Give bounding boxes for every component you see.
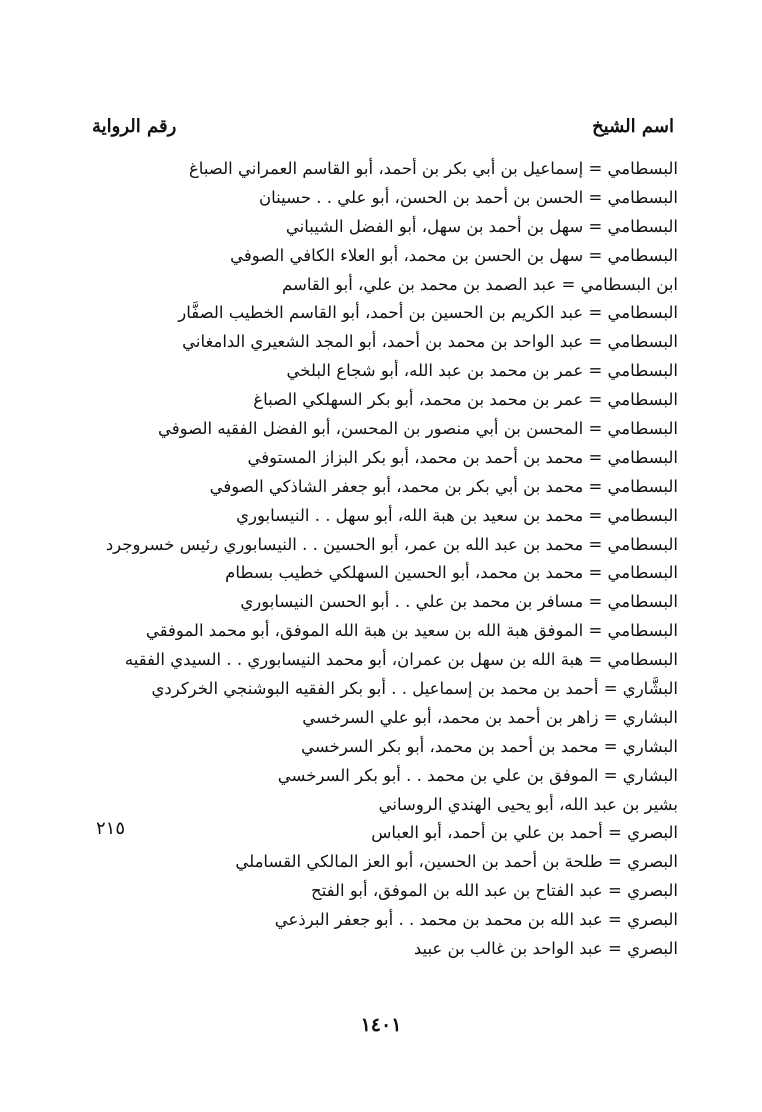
list-item: البشاري = محمد بن أحمد بن محمد، أبو بكر السرخسي <box>301 736 678 756</box>
list-item: البشاري = زاهر بن أحمد بن محمد، أبو علي السرخسي <box>302 707 678 727</box>
narration-number-header: رقم الرواية <box>92 116 177 137</box>
list-item: البسطامي = محمد بن عبد الله بن عمر، أبو الحسين . . النيسابوري رئيس خسروجرد <box>105 534 678 554</box>
list-item: البسطامي = الحسن بن أحمد بن الحسن، أبو علي . . حسينان <box>259 187 678 207</box>
list-item: البسطامي = عبد الواحد بن محمد بن أحمد، أبو المجد الشعيري الدامغاني <box>182 332 678 352</box>
list-item: البسطامي = محمد بن سعيد بن هبة الله، أبو سهل . . النيسابوري <box>236 505 678 525</box>
list-item: البسطامي = محمد بن أحمد بن محمد، أبو بكر البزاز المستوفي <box>247 447 678 467</box>
list-item: البسطامي = المحسن بن أبي منصور بن المحسن، أبو الفضل الفقيه الصوفي <box>158 419 678 439</box>
list-item: بشير بن عبد الله، أبو يحيى الهندي الروساني <box>378 794 678 814</box>
list-item: البصري = عبد الفتاح بن عبد الله بن الموفق، أبو الفتح <box>311 881 678 901</box>
list-item: البصري = طلحة بن أحمد بن الحسين، أبو العز المالكي القساملي <box>235 852 678 872</box>
list-item: البشَّاري = أحمد بن محمد بن إسماعيل . . أبو بكر الفقيه البوشنجي الخركردي <box>151 679 678 699</box>
narration-number: ٢١٥ <box>96 818 126 839</box>
list-item: البسطامي = هبة الله بن سهل بن عمران، أبو محمد النيسابوري . . السيدي الفقيه <box>124 650 678 670</box>
list-item: البصري = عبد الله بن محمد بن محمد . . أبو جعفر البرذعي <box>274 910 678 930</box>
list-item: البسطامي = الموفق هبة الله بن سعيد بن هبة الله الموفق، أبو محمد الموفقي <box>145 621 678 641</box>
list-item: البسطامي = سهل بن الحسن بن محمد، أبو العلاء الكافي الصوفي <box>230 245 678 265</box>
list-item: البسطامي = إسماعيل بن أبي بكر بن أحمد، أبو القاسم العمراني الصباغ <box>188 159 678 178</box>
list-item: البصري = أحمد بن علي بن أحمد، أبو العباس <box>371 823 678 843</box>
list-item: البسطامي = محمد بن أبي بكر بن محمد، أبو جعفر الشاذكي الصوفي <box>209 476 678 496</box>
list-item: البشاري = الموفق بن علي بن محمد . . أبو بكر السرخسي <box>277 765 678 785</box>
list-item: ابن البسطامي = عبد الصمد بن محمد بن علي، أبو القاسم <box>282 274 678 294</box>
sheikh-list <box>78 155 678 964</box>
list-item: البسطامي = محمد بن محمد، أبو الحسين السهلكي خطيب بسطام <box>225 563 678 583</box>
list-item: البسطامي = عبد الكريم بن الحسين بن أحمد، أبو القاسم الخطيب الصفَّار <box>178 303 678 323</box>
list-item: البسطامي = مسافر بن محمد بن علي . . أبو الحسن النيسابوري <box>240 592 678 612</box>
sheikh-name-header: اسم الشيخ <box>592 116 674 137</box>
list-item: البصري = عبد الواحد بن غالب بن عبيد <box>413 939 678 959</box>
page-number: ١٤٠١ <box>360 1014 402 1036</box>
list-item: البسطامي = عمر بن محمد بن محمد، أبو بكر السهلكي الصباغ <box>253 390 678 410</box>
list-item: البسطامي = عمر بن محمد بن عبد الله، أبو شجاع البلخي <box>286 361 678 381</box>
list-item: البسطامي = سهل بن أحمد بن سهل، أبو الفضل الشيباني <box>285 216 678 236</box>
